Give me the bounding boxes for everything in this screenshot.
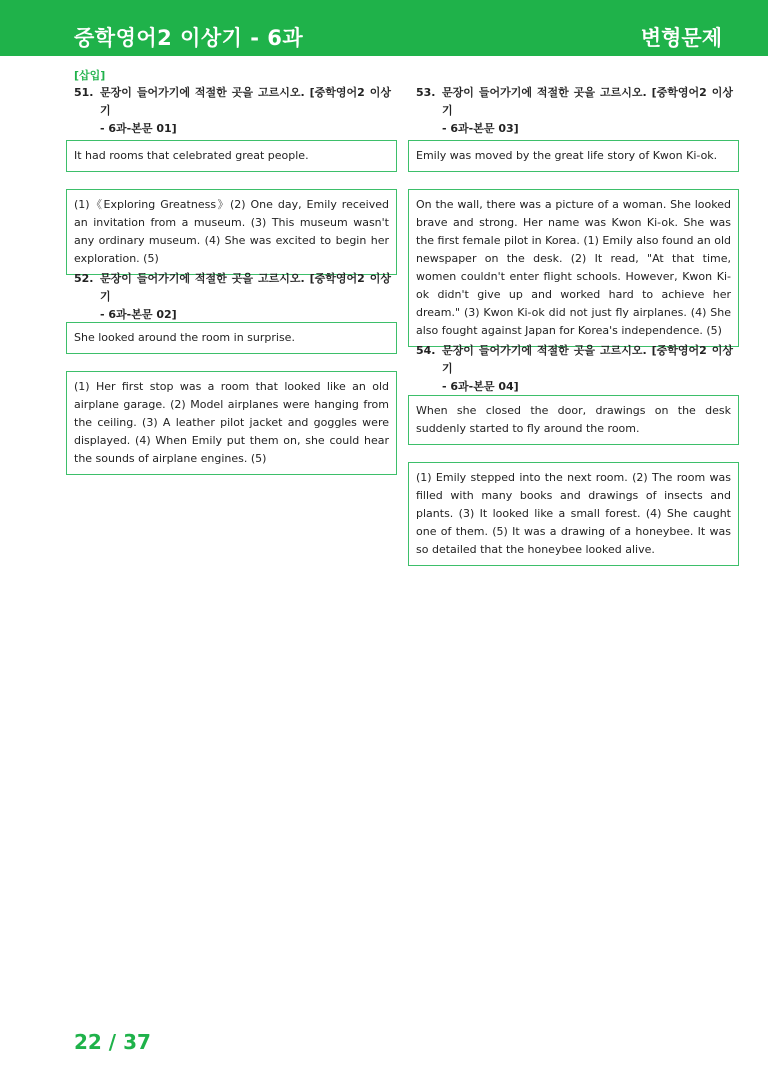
page-indicator: 22 / 37 bbox=[74, 1030, 151, 1054]
question-prompt-line2: - 6과-본문 01] bbox=[100, 122, 177, 135]
passage-text: (1) Her first stop was a room that looked like an old airplane garage. (2) Model airplanes were hanging from the ceiling. (3) A leather pilot jacket and goggles were displayed. (4) When Emily put them on, she could hear the sounds of airplane engines. (5) bbox=[74, 380, 389, 465]
question-prompt-line1: 문장이 들어가기에 적절한 곳을 고르시오. [중학영어2 이상기 bbox=[442, 86, 733, 117]
question-prompt-line2: - 6과-본문 04] bbox=[442, 380, 519, 393]
section-tag: [삽입] bbox=[74, 69, 106, 82]
page-title: 중학영어2 이상기 - 6과 bbox=[74, 26, 304, 50]
given-sentence-box bbox=[66, 322, 397, 354]
given-sentence: It had rooms that celebrated great people. bbox=[74, 149, 309, 162]
passage-text: (1)《Exploring Greatness》(2) One day, Emily received an invitation from a museum. (3) This museum wasn't any ordinary museum. (4) She was excited to begin her exploration. (5) bbox=[74, 198, 389, 265]
question-54 bbox=[408, 342, 739, 566]
given-sentence: Emily was moved by the great life story of Kwon Ki-ok. bbox=[416, 149, 718, 162]
page-header bbox=[0, 0, 768, 56]
question-number: 54. bbox=[416, 344, 436, 357]
question-prompt bbox=[66, 270, 397, 324]
passage-box bbox=[66, 189, 397, 275]
question-prompt-line2: - 6과-본문 03] bbox=[442, 122, 519, 135]
given-sentence: She looked around the room in surprise. bbox=[74, 331, 295, 344]
passage-box bbox=[408, 189, 739, 347]
given-sentence-box bbox=[408, 140, 739, 172]
passage-text: (1) Emily stepped into the next room. (2) The room was filled with many books and drawings of insects and plants. (3) It looked like a small forest. (4) She caught one of them. (5) It was a drawing of a honeybee. It was so detailed that the honeybee looked alive. bbox=[416, 471, 731, 556]
question-51 bbox=[66, 84, 397, 275]
question-prompt-line1: 문장이 들어가기에 적절한 곳을 고르시오. [중학영어2 이상기 bbox=[100, 272, 391, 303]
question-number: 52. bbox=[74, 272, 94, 285]
question-prompt-line1: 문장이 들어가기에 적절한 곳을 고르시오. [중학영어2 이상기 bbox=[442, 344, 733, 375]
question-number: 53. bbox=[416, 86, 436, 99]
passage-text: On the wall, there was a picture of a woman. She looked brave and strong. Her name was Kwon Ki-ok. She was the first female pilot in Korea. (1) Emily also found an old newspaper on the desk. (2) It read, "At that time, women couldn't enter flight schools. However, Kwon Ki-ok didn't give up and worked hard to achieve her dream." (3) Kwon Ki-ok did not just fly airplanes. (4) She also fought against Japan for Korea's independence. (5) bbox=[416, 198, 731, 337]
question-prompt bbox=[66, 84, 397, 138]
given-sentence-box bbox=[66, 140, 397, 172]
question-prompt bbox=[408, 342, 739, 396]
given-sentence-box bbox=[408, 395, 739, 445]
question-52 bbox=[66, 270, 397, 475]
passage-box bbox=[66, 371, 397, 475]
passage-box bbox=[408, 462, 739, 566]
question-53 bbox=[408, 84, 739, 347]
worksheet-type-label: 변형문제 bbox=[640, 26, 722, 50]
question-number: 51. bbox=[74, 86, 94, 99]
question-prompt-line2: - 6과-본문 02] bbox=[100, 308, 177, 321]
question-prompt bbox=[408, 84, 739, 138]
given-sentence: When she closed the door, drawings on the desk suddenly started to fly around the room. bbox=[416, 404, 731, 435]
question-prompt-line1: 문장이 들어가기에 적절한 곳을 고르시오. [중학영어2 이상기 bbox=[100, 86, 391, 117]
